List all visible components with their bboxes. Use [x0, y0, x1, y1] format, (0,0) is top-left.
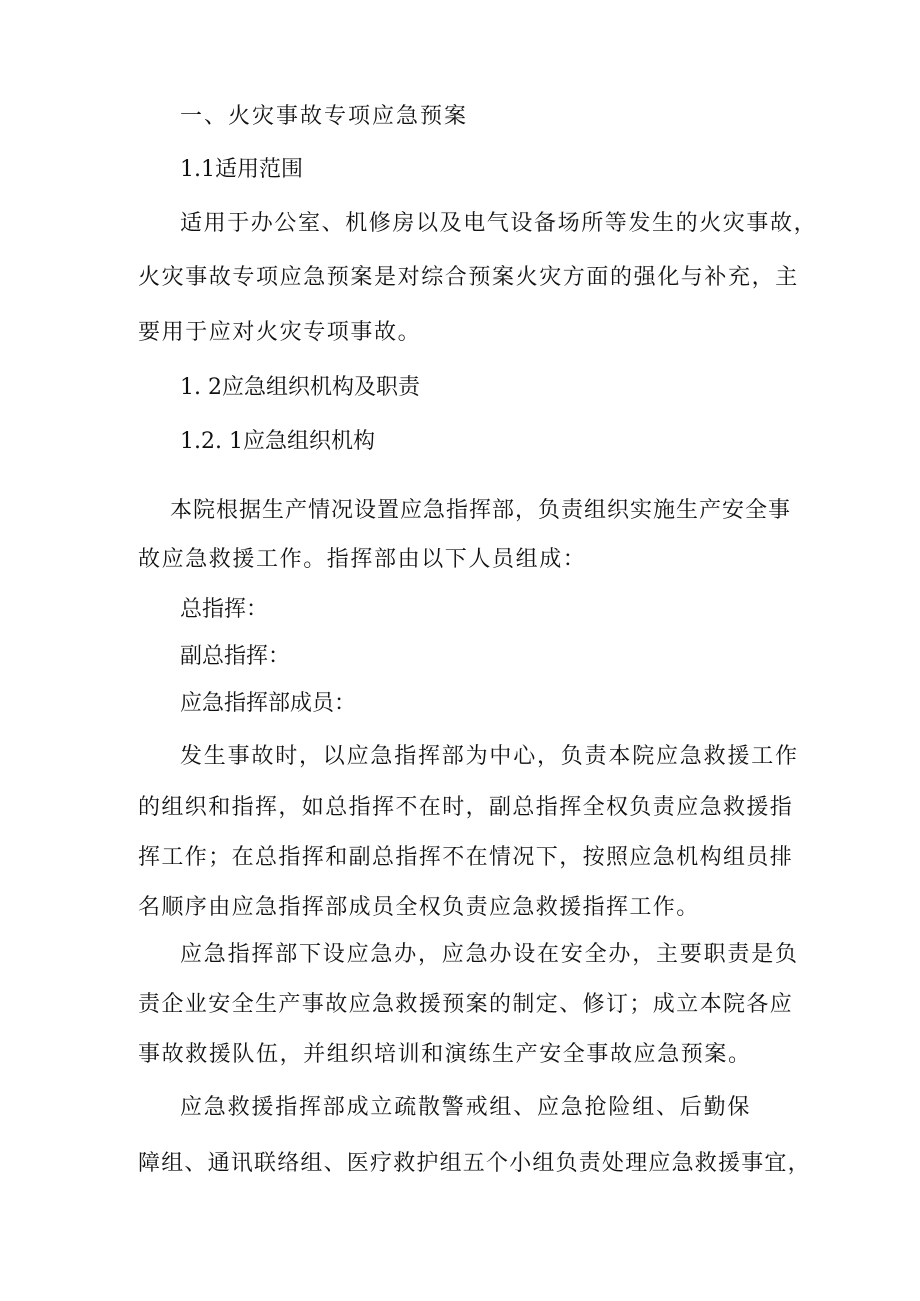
chief-commander-label: 总指挥：	[180, 597, 269, 622]
paragraph-line: 的组织和指挥，如总指挥不在时，副总指挥全权负责应急救援指	[138, 795, 794, 820]
subsection-title-scope: 1.1适用范围	[180, 157, 303, 182]
paragraph-line: 应急救援指挥部成立疏散警戒组、应急抢险组、后勤保	[180, 1095, 752, 1120]
paragraph-line: 发生事故时，以应急指挥部为中心，负责本院应急救援工作	[180, 744, 799, 769]
paragraph-line: 故应急救援工作。指挥部由以下人员组成：	[138, 547, 587, 572]
paragraph-line: 应急指挥部下设应急办，应急办设在安全办，主要职责是负	[180, 942, 799, 967]
subsection-title-organization: 1. 2应急组织机构及职责	[180, 375, 420, 400]
paragraph-line: 名顺序由应急指挥部成员全权负责应急救援指挥工作。	[138, 895, 700, 920]
paragraph-line: 挥工作；在总指挥和副总指挥不在情况下，按照应急机构组员排	[138, 845, 794, 870]
members-label: 应急指挥部成员：	[180, 691, 357, 716]
paragraph-line: 适用于办公室、机修房以及电气设备场所等发生的火灾事故，	[180, 211, 818, 236]
paragraph-line: 要用于应对火灾专项事故。	[138, 320, 422, 345]
deputy-commander-label: 副总指挥：	[180, 644, 291, 669]
section-heading: 一、火灾事故专项应急预案	[180, 104, 469, 129]
subsubsection-title: 1.2. 1应急组织机构	[180, 429, 375, 454]
paragraph-line: 责企业安全生产事故应急救援预案的制定、修订；成立本院各应	[138, 992, 794, 1017]
paragraph-line: 事故救援队伍，并组织培训和演练生产安全事故应急预案。	[138, 1042, 752, 1067]
paragraph-line: 本院根据生产情况设置应急指挥部，负责组织实施生产安全事	[170, 498, 792, 523]
paragraph-line: 火灾事故专项应急预案是对综合预案火灾方面的强化与补充，主	[138, 265, 799, 290]
paragraph-line: 障组、通讯联络组、医疗救护组五个小组负责处理应急救援事宜，	[138, 1151, 811, 1176]
